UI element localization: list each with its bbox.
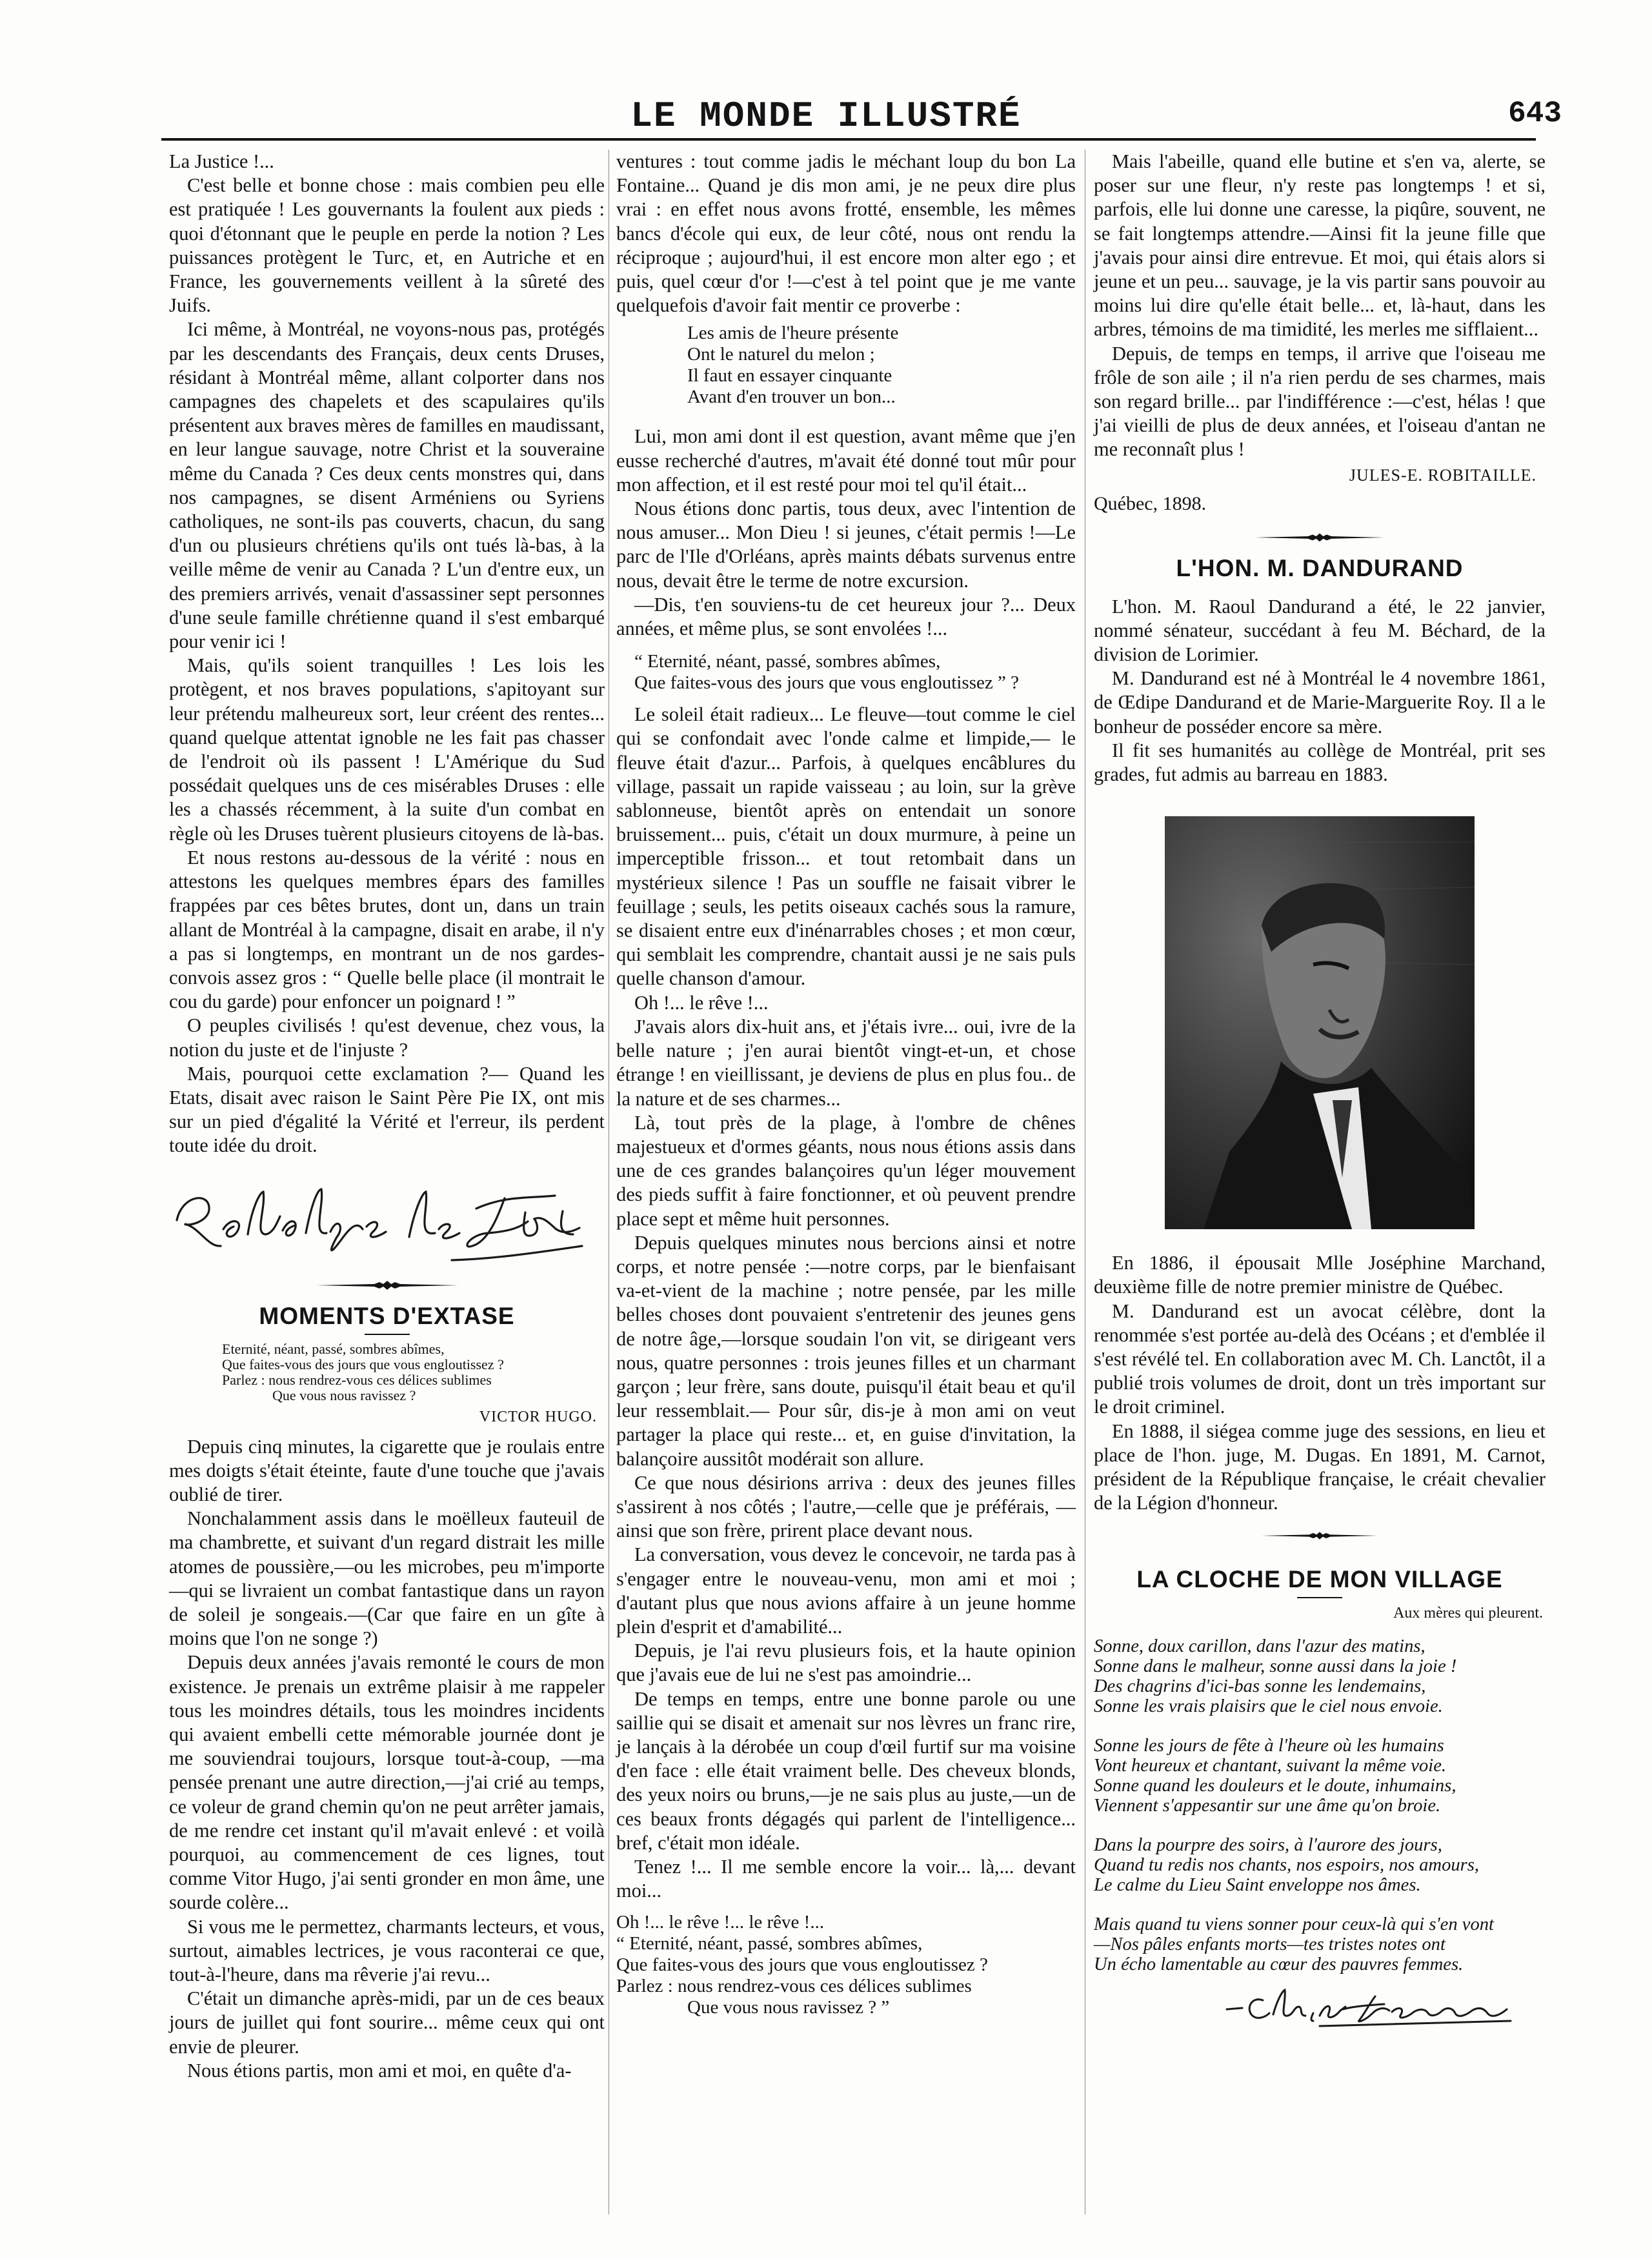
verse-line: Ont le naturel du melon ;	[687, 344, 875, 365]
article-paragraph: Si vous me le permettez, charmants lecteurs, et vous, surtout, aimables lectrices, je vous raconterai ce que, tout-à-l'heure, dans ma rêverie j'ai revu...	[169, 1915, 605, 1985]
article-paragraph: M. Dandurand est un avocat célèbre, dont la renommée s'est portée au-delà des Océans ; et d'emblée il s'est révélé tel. En collaboration avec M. Ch. Lanctôt, il a publié trois volumes de droit, dont un très important sur le droit criminel.	[1094, 1300, 1546, 1418]
quote-line: Oh !... le rêve !... le rêve !...	[616, 1912, 825, 1933]
column-2	[616, 150, 1076, 2018]
hugo-quote	[616, 651, 1076, 694]
poem-line: Dans la pourpre des soirs, à l'aurore des jours,	[1094, 1834, 1442, 1855]
article-paragraph: De temps en temps, entre une bonne parole ou une saillie qui se disait et amenait sur nos lèvres un franc rire, je lançais à la dérobée un coup d'œil furtif sur ma voisine d'en face : elle était vraiment belle. Des cheveux blonds, des yeux noirs ou bruns,—je ne sais plus au juste,—un de ces beaux fronts dégagés qui parlent de l'intelligence... bref, c'était mon idéale.	[616, 1687, 1076, 1854]
article-paragraph: Ce que nous désirions arriva : deux des jeunes filles s'assirent à nos côtés ; l'autre,—celle que je préférais, —ainsi que son frère, prirent place devant nous.	[616, 1471, 1076, 1542]
verse-line: Les amis de l'heure présente	[687, 323, 899, 344]
article-paragraph: Depuis, je l'ai revu plusieurs fois, et la haute opinion que j'avais eue de lui ne s'est pas amoindrie...	[616, 1640, 1076, 1686]
article-paragraph: —Dis, t'en souviens-tu de cet heureux jour ?... Deux années, et même plus, se sont envolées !...	[616, 593, 1076, 640]
article-paragraph: ventures : tout comme jadis le méchant loup du bon La Fontaine... Quand je dis mon ami, je ne peux dire plus vrai : en effet nous avons frotté, ensemble, les mêmes bancs d'école qui eux, de leur côté, nous ont rendu la réciproque ; aujourd'hui, il est encore mon alter ego ; et puis, quel cœur d'or !—c'est à tel point que je me vante quelquefois d'avoir fait mentir ce proverbe :	[616, 150, 1076, 317]
article-paragraph: Nous étions partis, mon ami et moi, en quête d'a-	[187, 2059, 572, 2082]
article-paragraph: L'hon. M. Raoul Dandurand a été, le 22 janvier, nommé sénateur, succédant à feu M. Béchard, de la division de Lorimier.	[1094, 595, 1546, 666]
portrait-photo	[1165, 816, 1475, 1229]
poem-dedication: Aux mères qui pleurent.	[1393, 1604, 1543, 1621]
article-paragraph: Mais l'abeille, quand elle butine et s'en va, alerte, se poser sur une fleur, n'y reste pas longtemps ! et si, parfois, elle lui donne une caresse, la piqûre, souvent, ne se fait longtemps attendre.—Ainsi fit la jeune fille que j'avais pour ainsi dire entrevue. Et moi, qui étais alors si jeune et un peu... sauvage, je la vis partir sans pouvoir au moins lui dire qu'elle était belle... et, là-haut, dans les arbres, témoins de ma timidité, les merles me sifflaient...	[1094, 150, 1546, 341]
article-paragraph: Le soleil était radieux... Le fleuve—tout comme le ciel qui se confondait avec l'onde calme et limpide,— le fleuve était d'azur... Parfois, à quelques encâblures du village, passait un rapide vaisseau ; au loin, sur la grève sablonneuse, bientôt après on entendait un sonore bruissement... puis, c'était un doux murmure, à peine un imperceptible frisson... et tout retombait dans un mystérieux silence ! Pas un souffle ne faisait vibrer le feuillage ; seuls, les petits oiseaux cachés sous la ramure, se disaient entre eux d'inénarrables choses ; et mon cœur, qui semblait les comprendre, chantait aussi je ne sais puls quelle chanson d'amour.	[616, 703, 1076, 990]
article-paragraph: Mais, qu'ils soient tranquilles ! Les lois les protègent, et nos braves populations, s'apitoyant sur leur prétendu malheureux sort, leur créent des rentes... quand quelque attentat ignoble ne les fait pas chasser de l'endroit où ils passent ! L'Amérique du Sud possédait quelques uns de ces misérables Druses : elle les a chassés récemment, à la suite d'un combat en règle où les Druses tuèrent plusieurs citoyens de là-bas.	[169, 654, 605, 845]
article-paragraph: Depuis quelques minutes nous bercions ainsi et notre corps, et notre pensée :—notre corps, par le bienfaisant va-et-vient de la machine ; notre pensée, par les mille belles choses dont pouvaient s'entretenir des jeunes gens de notre âge,—lorsque soudain l'on vit, se dirigeant vers nous, quatre personnes : trois jeunes filles et un charmant garçon ; leur frère, sans doute, puisqu'il était beau et qu'il leur ressemblait.— Pour sûr, dis-je à mon ami on veut partager la place qui reste... et, en guise d'invitation, la balançoire aussitôt modérait son allure.	[616, 1231, 1076, 1470]
dateline: Québec, 1898.	[1094, 492, 1207, 514]
epigraph-author: VICTOR HUGO.	[479, 1408, 597, 1425]
headline-moments-extase: MOMENTS D'EXTASE	[259, 1302, 515, 1329]
poem-line: Quand tu redis nos chants, nos espoirs, nos amours,	[1094, 1854, 1480, 1875]
verse-line: Avant d'en trouver un bon...	[687, 387, 896, 408]
article-paragraph: Nous étions donc partis, tous deux, avec l'intention de nous amuser... Mon Dieu ! si jeunes, c'était permis !—Le parc de l'Ile d'Orléans, après maints débats survenus entre nous, devait être le terme de notre excursion.	[616, 497, 1076, 592]
page-header	[0, 0, 1652, 142]
handwritten-signature	[1223, 1981, 1520, 2033]
poem-stanza	[1094, 1835, 1546, 1895]
quote-line: “ Eternité, néant, passé, sombres abîmes,	[634, 651, 941, 672]
article-paragraph: Mais, pourquoi cette exclamation ?— Quand les Etats, disait avec raison le Saint Père Pie IX, ont mis sur un pied d'égalité la Vérité et l'erreur, ils perdent toute idée du droit.	[169, 1062, 605, 1157]
article-paragraph: C'est belle et bonne chose : mais combien peu elle est pratiquée ! Les gouvernants la foulent aux pieds : quoi d'étonnant que le peuple en perde la notion ? Les puissances protègent le Turc, et, en Autriche et en France, les gouvernements veillent à la sûreté des Juifs.	[169, 174, 605, 317]
poem-line: Sonne quand les douleurs et le doute, inhumains,	[1094, 1775, 1456, 1796]
closing-quote	[616, 1912, 1076, 2018]
article-paragraph: La Justice !...	[169, 150, 274, 172]
handwritten-signature	[169, 1170, 601, 1267]
epigraph-line: Que faites-vous des jours que vous engloutissez ?	[222, 1356, 504, 1372]
quote-line: “ Eternité, néant, passé, sombres abîmes,	[616, 1933, 923, 1954]
article-paragraph: Nonchalamment assis dans le moëlleux fauteuil de ma chambrette, et suivant d'un regard distrait les mille atomes de poussière,—ou les microbes, peu m'importe —qui se livraient un combat fantastique dans un rayon de soleil je songeais.—(Car que faire en un gîte à moins que l'on ne songe ?)	[169, 1507, 605, 1650]
headline-underline	[1297, 1597, 1342, 1598]
poem-stanza	[1094, 1736, 1546, 1816]
epigraph-line: Que vous nous ravissez ?	[272, 1387, 416, 1403]
poem-line: Sonne les jours de fête à l'heure où les humains	[1094, 1735, 1444, 1756]
article-paragraph: Tenez !... Il me semble encore la voir... là,... devant moi...	[616, 1856, 1076, 1902]
article-paragraph: Depuis cinq minutes, la cigarette que je roulais entre mes doigts s'était éteinte, faute d'une touche que j'avais oublié de tirer.	[169, 1435, 605, 1505]
poem-line: Viennent s'appesantir sur une âme qu'on broie.	[1094, 1795, 1441, 1816]
poem-line: Des chagrins d'ici-bas sonne les lendemains,	[1094, 1676, 1426, 1696]
article-paragraph: M. Dandurand est né à Montréal le 4 novembre 1861, de Œdipe Dandurand et de Marie-Marguerite Roy. Il a le bonheur de posséder encore sa mère.	[1094, 667, 1546, 738]
poem-line: —Nos pâles enfants morts—tes tristes notes ont	[1094, 1934, 1446, 1954]
poem-body	[1094, 1636, 1546, 1974]
epigraph-line: Eternité, néant, passé, sombres abîmes,	[222, 1340, 445, 1357]
header-rule	[161, 138, 1536, 141]
article-paragraph: En 1888, il siégea comme juge des sessions, en lieu et place de l'hon. juge, M. Dugas. En 1891, M. Carnot, président de la République française, le créait chevalier de la Légion d'honneur.	[1094, 1420, 1546, 1514]
poem-stanza	[1094, 1636, 1546, 1716]
article-paragraph: C'était un dimanche après-midi, par un de ces beaux jours de juillet qui font sourire... même ceux qui ont envie de pleurer.	[169, 1987, 605, 2058]
poem-line: Vont heureux et chantant, suivant la même voie.	[1094, 1755, 1447, 1776]
headline-dandurand: L'HON. M. DANDURAND	[1176, 554, 1464, 581]
section-ornament	[1262, 1531, 1378, 1540]
article-paragraph: Là, tout près de la plage, à l'ombre de chênes majestueux et d'ormes géants, nous nous étions assis dans une de ces grandes balançoires qu'un léger mouvement des pieds suffit à faire fonctionner, et où peuvent prendre place sept et même huit personnes.	[616, 1111, 1076, 1230]
headline-cloche: LA CLOCHE DE MON VILLAGE	[1136, 1565, 1503, 1592]
poem-line: Un écho lamentable au cœur des pauvres femmes.	[1094, 1954, 1464, 1974]
proverb-verse	[687, 323, 1076, 408]
column-3	[1094, 150, 1546, 2033]
poem-stanza	[1094, 1914, 1546, 1974]
column-1	[169, 150, 605, 2083]
article-paragraph: Il fit ses humanités au collège de Montréal, prit ses grades, fut admis au barreau en 1883.	[1094, 739, 1546, 786]
article-paragraph: O peuples civilisés ! qu'est devenue, chez vous, la notion du juste et de l'injuste ?	[169, 1014, 605, 1061]
page-number: 643	[1508, 97, 1562, 130]
quote-line: Parlez : nous rendrez-vous ces délices sublimes	[616, 1976, 972, 1997]
poem-line: Mais quand tu viens sonner pour ceux-là qui s'en vont	[1094, 1914, 1494, 1934]
headline-underline	[365, 1334, 410, 1335]
article-paragraph: Ici même, à Montréal, ne voyons-nous pas, protégés par les descendants des Français, deux cents Druses, résidant à Montréal même, allant colporter dans nos campagnes des chapelets et des scapulaires qu'ils présentent aux braves mères de familles en maudissant, en leur langue sauvage, notre Christ et la souveraine même du Canada ? Ces deux cents monstres qui, dans nos campagnes, se disent Arméniens ou Syriens catholiques, ne sont-ils pas couverts, chacun, du sang d'un ou plusieurs chrétiens qu'ils ont tués là-bas, à la veille même de venir au Canada ? L'un d'entre eux, un des premiers arrivés, venait d'assassiner sept personnes d'une seule famille chrétienne quand il s'est embarqué pour venir ici !	[169, 318, 605, 653]
article-paragraph: En 1886, il épousait Mlle Joséphine Marchand, deuxième fille de notre premier ministre de Québec.	[1094, 1252, 1546, 1298]
verse-line: Il faut en essayer cinquante	[687, 365, 892, 387]
article-paragraph: Lui, mon ami dont il est question, avant même que j'en eusse recherché d'autres, m'avait été donné tout mûr pour mon affection, et il est resté pour moi tel qu'il était...	[616, 425, 1076, 496]
quote-line: Que faites-vous des jours que vous engloutissez ” ?	[634, 672, 1019, 694]
article-paragraph: Depuis deux années j'avais remonté le cours de mon existence. Je prenais un extrême plaisir à me rappeler tous les moindres détails, tous les moindres incidents qui avaient embelli cette mémorable journée dont je me souviendrai toujours, lorsque tout-à-coup, —ma pensée prenant une autre direction,—j'ai crié au temps, ce voleur de grand chemin qu'on ne peut arrêter jamais, de me rendre cet instant qu'il m'avait enlevé : et voilà pourquoi, au commencement de ces lignes, tout comme Vitor Hugo, j'ai senti gronder en mon âme, une sourde colère...	[169, 1651, 605, 1914]
article-paragraph: Oh !... le rêve !...	[634, 991, 769, 1014]
article-paragraph: Et nous restons au-dessous de la vérité : nous en attestons les quelques membres épars des familles frappées par ces bêtes brutes, dont un, dans un train allant de Montréal à la campagne, disait en arabe, il n'y a pas si longtemps, en montrant un de nos gardes-convois assez gros : “ Quelle belle place (il montrait le cou du garde) pour enfoncer un poignard ! ”	[169, 846, 605, 1013]
section-ornament	[1255, 533, 1384, 542]
author-signature: JULES-E. ROBITAILLE.	[1349, 465, 1536, 485]
quote-line: Que faites-vous des jours que vous engloutissez ?	[616, 1954, 988, 1976]
poem-line: Sonne dans le malheur, sonne aussi dans la joie !	[1094, 1656, 1457, 1676]
article-paragraph: La conversation, vous devez le concevoir, ne tarda pas à s'engager entre le nouveau-venu, mon ami et moi ; d'autant plus que nous avions affaire à un jeune homme plein d'esprit et d'amabilité...	[616, 1543, 1076, 1638]
article-paragraph: J'avais alors dix-huit ans, et j'étais ivre... oui, ivre de la belle nature ; j'en aurai bientôt vingt-et-un, et chose étrange ! en vieillissant, je deviens de plus en plus fou.. de la nature et de ses charmes...	[616, 1015, 1076, 1110]
quote-line: Que vous nous ravissez ? ”	[687, 1997, 890, 2018]
poem-line: Sonne les vrais plaisirs que le ciel nous envoie.	[1094, 1696, 1443, 1716]
epigraph-line: Parlez : nous rendrez-vous ces délices sublimes	[222, 1371, 492, 1388]
section-ornament	[316, 1281, 458, 1290]
epigraph	[222, 1341, 605, 1403]
masthead-title: LE MONDE ILLUSTRÉ	[630, 95, 1022, 137]
poem-line: Sonne, doux carillon, dans l'azur des matins,	[1094, 1636, 1425, 1656]
article-paragraph: Depuis, de temps en temps, il arrive que l'oiseau me frôle de son aile ; il n'a rien perdu de ses charmes, mais son regard brille... par l'indifférence :—c'est, hélas ! que j'ai vieilli de plus de deux années, et l'oiseau d'antan ne me reconnaît plus !	[1094, 342, 1546, 461]
poem-line: Le calme du Lieu Saint enveloppe nos âmes.	[1094, 1874, 1421, 1895]
